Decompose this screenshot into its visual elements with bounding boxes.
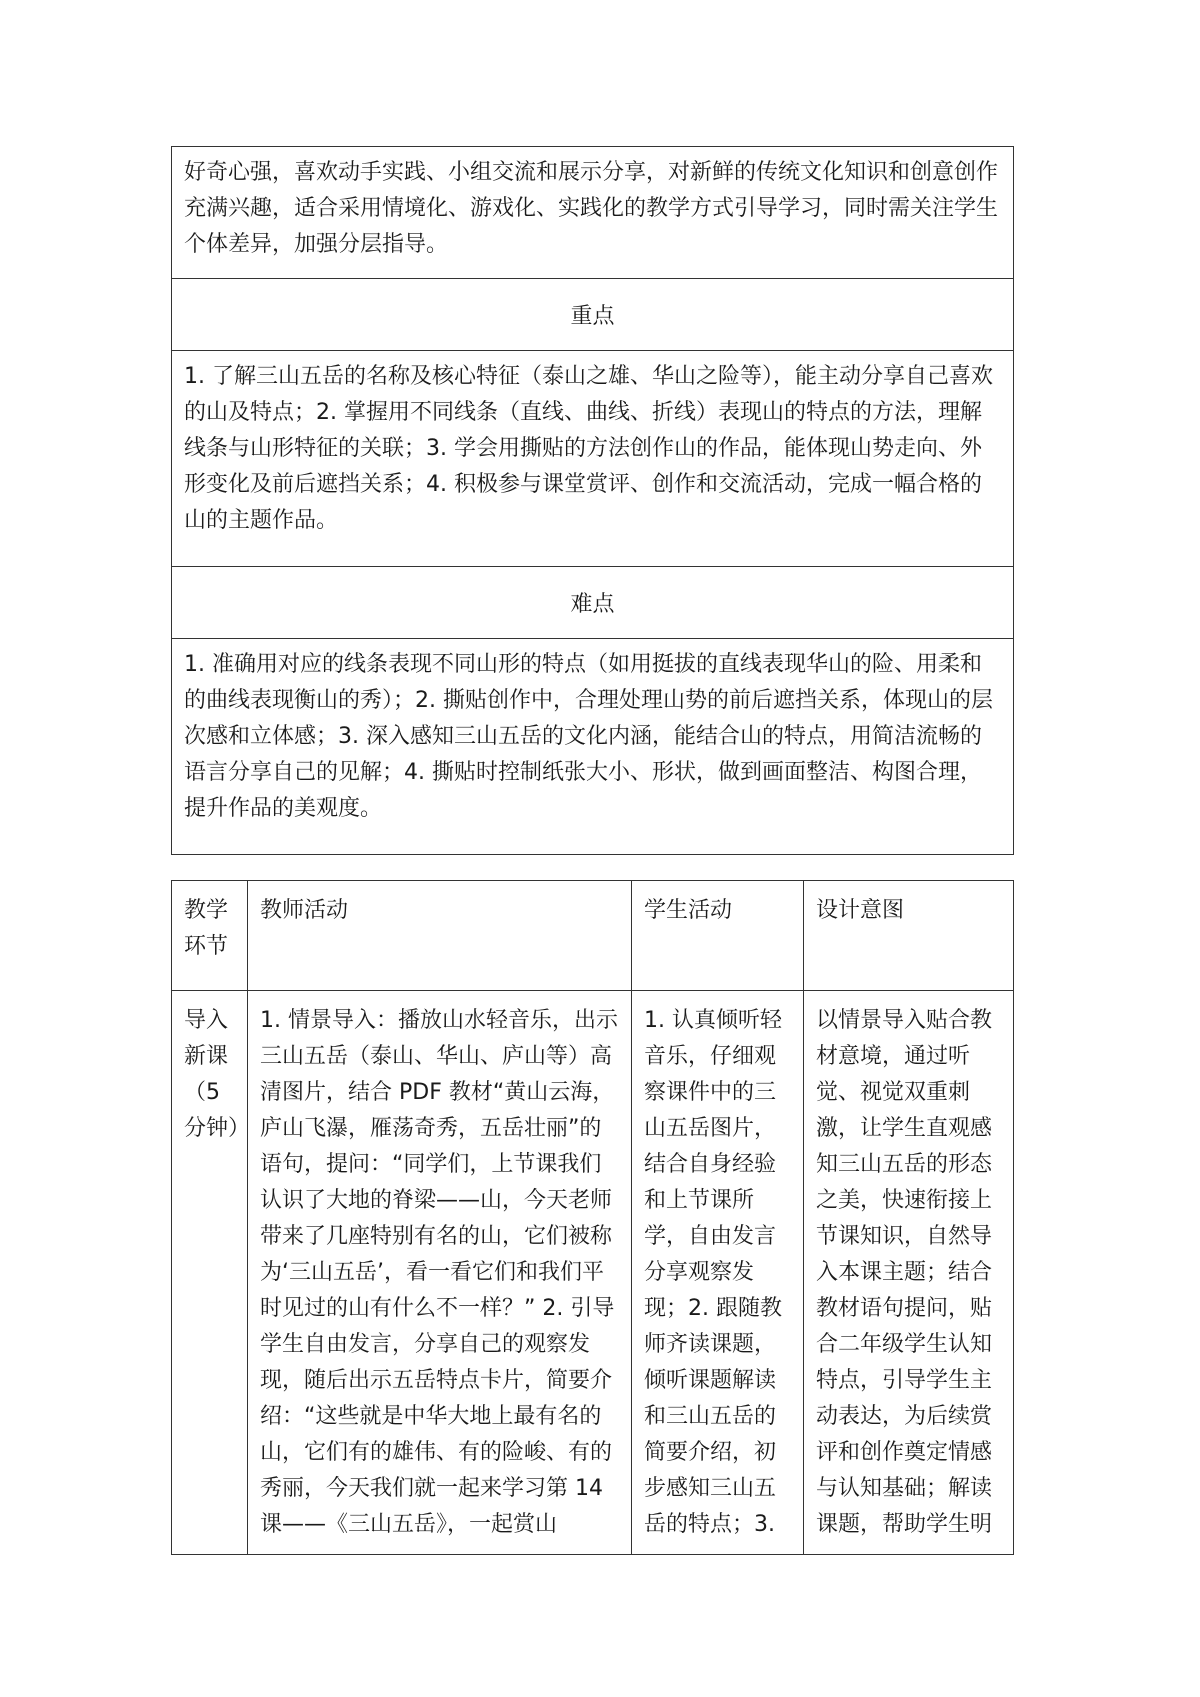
teacher-activity-header: 教师活动 (260, 898, 349, 923)
learner-analysis-row (172, 147, 1014, 279)
intro-student-text: 1. 认真倾听轻音乐，仔细观察课件中的三山五岳图片，结合自身经验和上节课所学，自由发言分享观察发现；2. 跟随教师齐读课题，倾听课题解读和三山五岳的简要介绍，初步感知三山五岳的特点；3. (644, 1008, 782, 1537)
intro-stage-cell (172, 991, 251, 1555)
intent-header-cell (804, 881, 1014, 991)
header-row (172, 881, 1014, 991)
stage-header: 教学环节 (184, 898, 229, 959)
design-intent-header: 设计意图 (816, 898, 905, 923)
intro-teacher-text: 1. 情景导入：播放山水轻音乐，出示三山五岳（泰山、华山、庐山等）高清图片，结合 PDF 教材“黄山云海，庐山飞瀑，雁荡奇秀，五岳壮丽”的语句，提问：“同学们，上节课我们认识了大地的脊梁——山，今天老师带来了几座特别有名的山，它们被称为‘三山五岳’，看一看它们和我们平时见过的山有什么不一样？” 2. 引导学生自由发言，分享自己的观察发现，随后出示五岳特点卡片，简要介绍：“这些就是中华大地上最有名的山，它们有的雄伟、有的险峻、有的秀丽，今天我们就一起来学习第 14 课——《三山五岳》，一起赏山 (260, 1008, 618, 1537)
stage-header-cell (172, 881, 248, 991)
intro-student-cell (632, 991, 804, 1555)
difficulties-cell (172, 639, 1014, 855)
learner-analysis-text: 好奇心强，喜欢动手实践、小组交流和展示分享，对新鲜的传统文化知识和创意创作充满兴趣，适合采用情境化、游戏化、实践化的教学方式引导学习，同时需关注学生个体差异，加强分层指导。 (184, 160, 999, 257)
key-points-text: 1. 了解三山五岳的名称及核心特征（泰山之雄、华山之险等），能主动分享自己喜欢的山及特点；2. 掌握用不同线条（直线、曲线、折线）表现山的特点的方法，理解线条与山形特征的关联；3. 学会用撕贴的方法创作山的作品，能体现山势走向、外形变化及前后遮挡关系；4. 积极参与课堂赏评、创作和交流活动，完成一幅合格的山的主题作品。 (184, 364, 993, 533)
difficulties-text: 1. 准确用对应的线条表现不同山形的特点（如用挺拔的直线表现华山的险、用柔和的曲线表现衡山的秀）；2. 撕贴创作中，合理处理山势的前后遮挡关系，体现山的层次感和立体感；3. 深入感知三山五岳的文化内涵，能结合山的特点，用简洁流畅的语言分享自己的见解；4. 撕贴时控制纸张大小、形状，做到画面整洁、构图合理，提升作品的美观度。 (184, 652, 993, 821)
intro-teacher-cell (248, 991, 632, 1555)
difficulties-header-row (172, 567, 1014, 639)
key-points-cell (172, 351, 1014, 567)
lesson-analysis-table (171, 146, 1014, 855)
difficulties-row (172, 639, 1014, 855)
key-points-header-row (172, 279, 1014, 351)
intro-stage-text: 导入新课（5分钟） (184, 1008, 251, 1141)
difficulties-header: 难点 (172, 567, 1014, 639)
intro-intent-cell (804, 991, 1014, 1555)
key-points-header: 重点 (172, 279, 1014, 351)
learner-analysis-cell (172, 147, 1014, 279)
teaching-process-table (171, 880, 1014, 1555)
intro-row (172, 991, 1014, 1555)
intro-intent-text: 以情景导入贴合教材意境，通过听觉、视觉双重刺激，让学生直观感知三山五岳的形态之美，快速衔接上节课知识，自然导入本课主题；结合教材语句提问，贴合二年级学生认知特点，引导学生主动表达，为后续赏评和创作奠定情感与认知基础；解读课题，帮助学生明 (816, 1008, 993, 1537)
student-header-cell (632, 881, 804, 991)
teacher-header-cell (248, 881, 632, 991)
student-activity-header: 学生活动 (644, 898, 733, 923)
key-points-row (172, 351, 1014, 567)
